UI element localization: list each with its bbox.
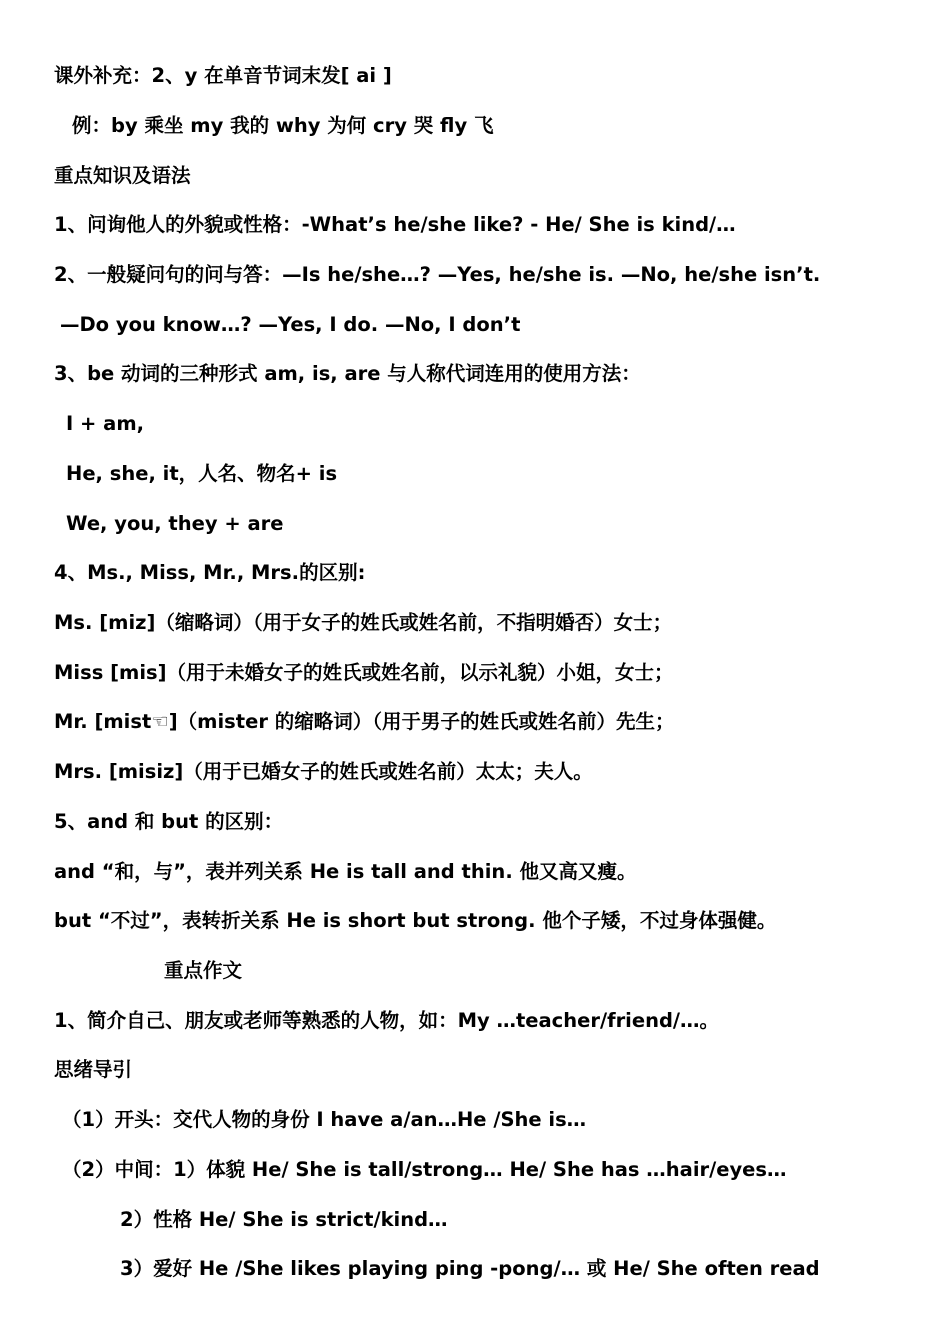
grammar-section-heading: 重点知识及语法 bbox=[54, 164, 191, 187]
writing-task-1: 1、简介自己、朋友或老师等熟悉的人物，如：My …teacher/friend/…。 bbox=[54, 1009, 720, 1032]
grammar-point-3: 3、be 动词的三种形式 am, is, are 与人称代词连用的使用方法： bbox=[54, 362, 641, 385]
but-usage: but “不过”，表转折关系 He is short but strong. 他个子矮，不过身体强健。 bbox=[54, 909, 777, 932]
be-verb-am: I + am, bbox=[66, 412, 145, 435]
writing-guide-middle: （2）中间：1）体貌 He/ She is tall/strong… He/ She has …hair/eyes… bbox=[62, 1158, 787, 1181]
grammar-point-1: 1、问询他人的外貌或性格：-What’s he/she like? - He/ She is kind/… bbox=[54, 213, 736, 236]
supplement-heading: 课外补充：2、y 在单音节词末发[ ai ] bbox=[54, 64, 392, 87]
grammar-point-2: 2、一般疑问句的问与答：—Is he/she…? —Yes, he/she is. —No, he/she isn’t. bbox=[54, 263, 821, 286]
writing-guide-hobby: 3）爱好 He /She likes playing ping -pong/… 或 He/ She often read bbox=[120, 1257, 820, 1280]
title-mr: Mr. [mist☜]（mister 的缩略词）（用于男子的姓氏或姓名前）先生； bbox=[54, 710, 675, 733]
writing-guide-opening: （1）开头：交代人物的身份 I have a/an…He /She is… bbox=[62, 1108, 587, 1131]
title-mrs: Mrs. [misiz]（用于已婚女子的姓氏或姓名前）太太；夫人。 bbox=[54, 760, 593, 783]
supplement-example: 例：by 乘坐 my 我的 why 为何 cry 哭 fly 飞 bbox=[72, 114, 494, 137]
be-verb-are: We, you, they + are bbox=[66, 512, 284, 535]
grammar-point-2-cont: —Do you know…? —Yes, I do. —No, I don’t bbox=[60, 313, 521, 336]
writing-guide-heading: 思绪导引 bbox=[54, 1058, 133, 1081]
grammar-point-5: 5、and 和 but 的区别： bbox=[54, 810, 284, 833]
and-usage: and “和，与”，表并列关系 He is tall and thin. 他又高又瘦。 bbox=[54, 860, 637, 883]
grammar-point-4: 4、Ms., Miss, Mr., Mrs.的区别: bbox=[54, 561, 366, 584]
be-verb-is: He, she, it，人名、物名+ is bbox=[66, 462, 338, 485]
writing-section-heading: 重点作文 bbox=[164, 959, 243, 982]
title-miss: Miss [mis]（用于未婚女子的姓氏或姓名前，以示礼貌）小姐，女士； bbox=[54, 661, 674, 684]
writing-guide-personality: 2）性格 He/ She is strict/kind… bbox=[120, 1208, 448, 1231]
title-ms: Ms. [miz]（缩略词）（用于女子的姓氏或姓名前，不指明婚否）女士； bbox=[54, 611, 673, 634]
